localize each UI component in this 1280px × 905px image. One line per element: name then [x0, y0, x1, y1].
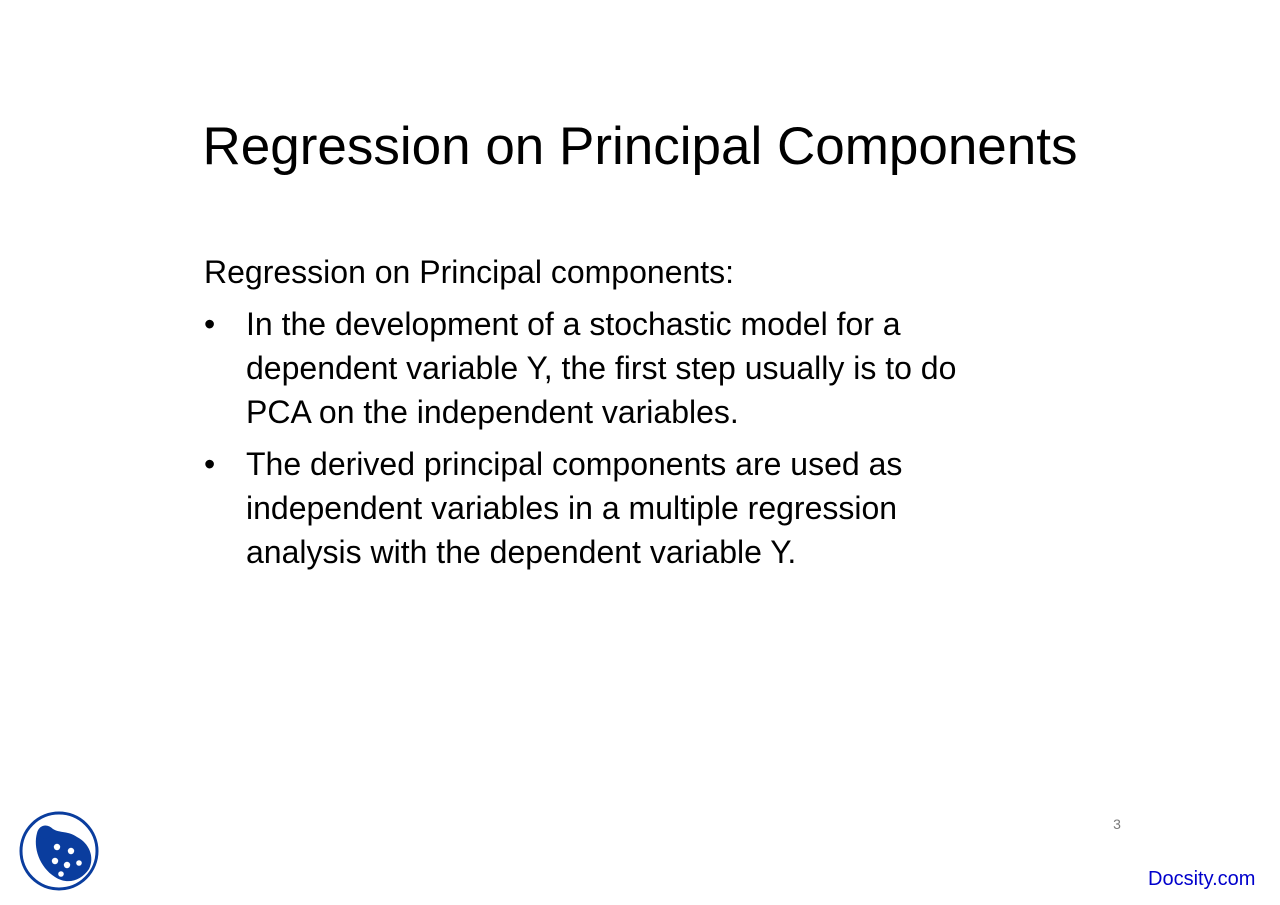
bullet-line: analysis with the dependent variable Y.	[246, 534, 797, 570]
page-number: 3	[1113, 816, 1121, 832]
docsity-link[interactable]: Docsity.com	[1148, 868, 1256, 890]
bullet-marker: •	[204, 306, 216, 342]
docsity-logo-icon	[19, 811, 99, 891]
bullet-marker: •	[204, 446, 216, 482]
slide-intro: Regression on Principal components:	[204, 254, 735, 290]
bullet-line: dependent variable Y, the first step usually is to do	[246, 350, 957, 386]
slide-body	[204, 250, 1084, 582]
bullet-line: The derived principal components are used as	[246, 446, 903, 482]
bullet-line: independent variables in a multiple regression	[246, 490, 898, 526]
slide-title: Regression on Principal Components	[202, 117, 1078, 176]
bullet-item	[204, 302, 1084, 434]
bullet-line: PCA on the independent variables.	[246, 394, 739, 430]
bullet-line: In the development of a stochastic model for a	[246, 306, 901, 342]
bullet-item	[204, 442, 1084, 574]
bullet-list	[204, 302, 1084, 574]
